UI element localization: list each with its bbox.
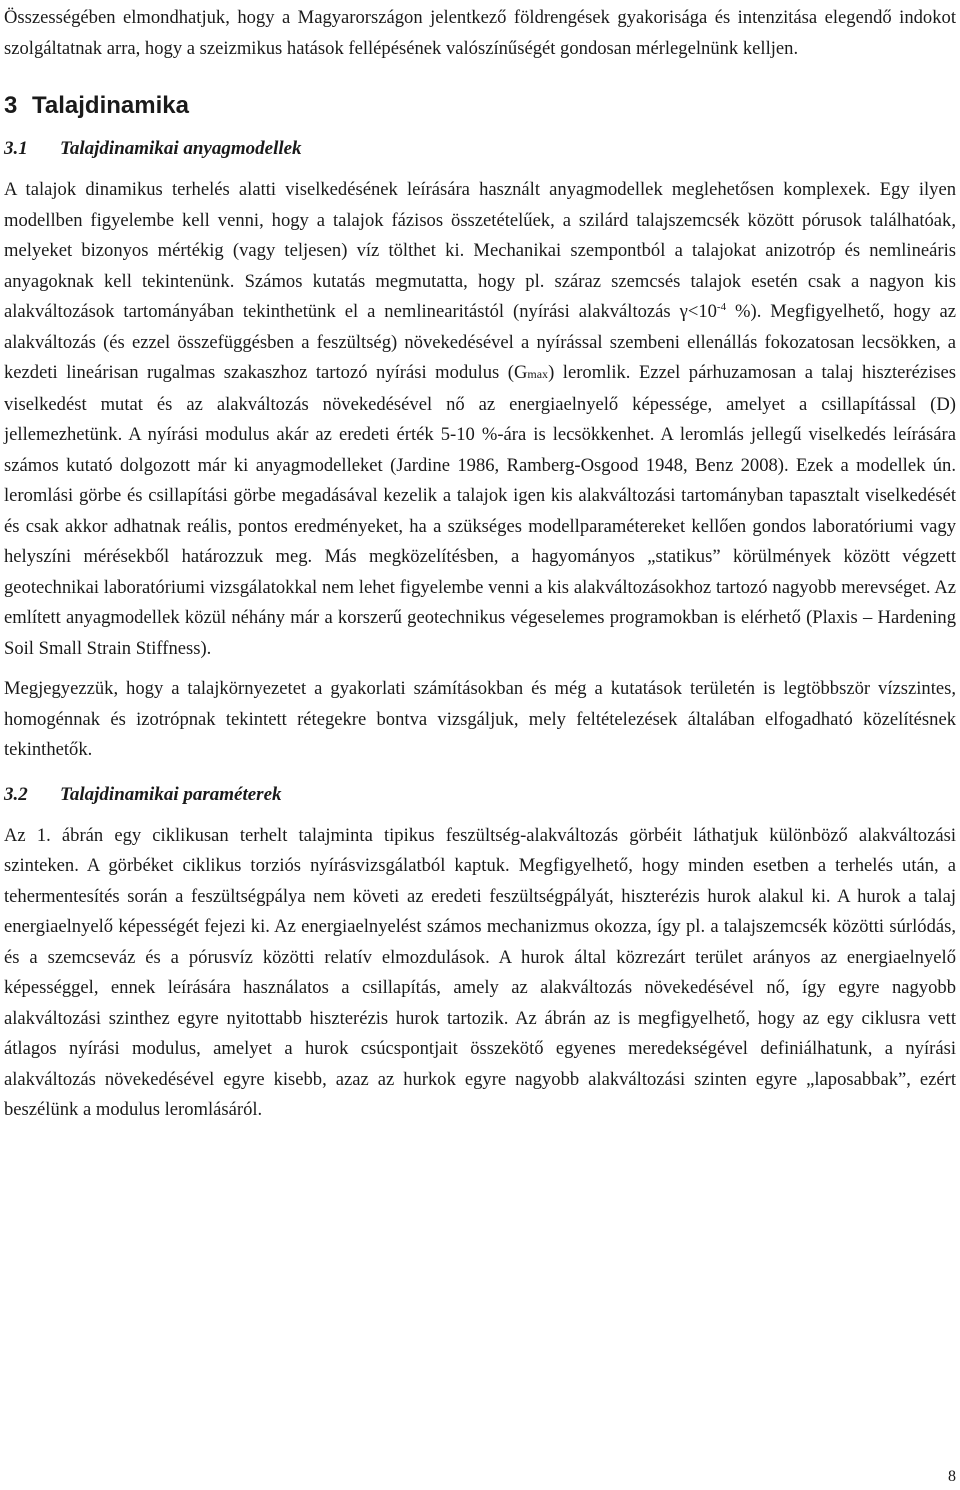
body-paragraph-material-models bbox=[4, 175, 956, 664]
subsection-heading bbox=[4, 134, 956, 164]
section-title: Talajdinamika bbox=[32, 92, 189, 119]
document-page bbox=[4, 3, 956, 1126]
body-paragraph-parameters: Az 1. ábrán egy ciklikusan terhelt talajminta tipikus feszültség-alakváltozás görbéit láthatjuk különböző alakváltozási szinteken. A görbéket ciklikus torziós nyírásvizsgálatból kaptuk. Megfigyelhető, hogy minden esetben a terhelés után, a tehermentesítés során a feszültségpálya nem követi az eredeti feszültségpályát, hiszterézis hurok alakul ki. A hurok a talaj energiaelnyelő képességét fejezi ki. Az energiaelnyelést számos mechanizmus okozza, így pl. a talajszemcsék közötti súrlódás, és a szemcseváz és a pórusvíz közötti relatív elmozdulások. A hurok által közrezárt terület arányos az energiaelnyelő képességgel, ennek leírására használatos a csillapítás, amely az alakváltozás növekedésével nő, így egyre nagyobb alakváltozási szinthez egyre nyitottabb hiszterézis hurok tartozik. Az ábrán az is megfigyelhető, hogy az egy ciklusra vett átlagos nyírási modulus, amelyet a hurok csúcspontjait összekötő egyenes meredekségével definiálhatunk, a nyírási alakváltozás növekedésével egyre kisebb, azaz az hurkok egyre nagyobb alakváltozási szinten egyre „laposabbak”, ezért beszélünk a modulus leromlásáról. bbox=[4, 824, 956, 1120]
exponent: -4 bbox=[716, 301, 727, 313]
page-number: 8 bbox=[948, 1468, 956, 1485]
body-paragraph-note: Megjegyezzük, hogy a talajkörnyezetet a gyakorlati számításokban és még a kutatások területén is legtöbbször vízszintes, homogénnak és izotrópnak tekintett rétegekre bontva vizsgáljuk, mely feltételezések általában elfogadható közelítésnek tekinthetők. bbox=[4, 678, 956, 760]
section-heading bbox=[4, 91, 956, 121]
paragraph-text-part: %). Megfigyelhető, hogy az alakváltozás (és ezzel összefüggésben a feszültség) növekedésével a nyírással szembeni ellenállás fokozatosan lecsökken, a kezdeti lineárisan rugalmas szakaszhoz tartozó nyírási modulus (G bbox=[4, 301, 957, 383]
subsection-number: 3.2 bbox=[4, 783, 28, 805]
subsection-title: Talajdinamikai paraméterek bbox=[60, 783, 282, 805]
intro-paragraph: Összességében elmondhatjuk, hogy a Magyarországon jelentkező földrengések gyakorisága és intenzitása elegendő indokot szolgáltatnak arra, hogy a szeizmikus hatások fellépésének valószínűségét gondosan mérlegelnünk kelljen. bbox=[4, 7, 956, 59]
paragraph-text-part: A talajok dinamikus terhelés alatti viselkedésének leírására használt anyagmodellek meglehetősen komplexek. Egy ilyen modellben figyelembe kell venni, hogy a talajok fázisos összetételűek, a szilárd talajszemcsék között pórusok találhatóak, melyeket bizonyos mértékig (vagy teljesen) víz tölthet ki. Mechanikai szempontból a talajokat anizotróp és nemlineáris anyagoknak kell tekintenünk. Számos kutatás megmutatta, hogy pl. száraz szemcsés talajok esetén csak a nagyon kis alakváltozások tartományában tekinthetünk el a nemlinearitástól (nyírási alakváltozás γ<10 bbox=[4, 179, 956, 322]
subsection-title: Talajdinamikai anyagmodellek bbox=[60, 138, 302, 159]
subsection-number: 3.1 bbox=[4, 138, 28, 159]
subsection-heading bbox=[4, 780, 956, 810]
subscript: max bbox=[527, 367, 549, 381]
section-number: 3 bbox=[4, 92, 18, 119]
paragraph-text-part: ) leromlik. Ezzel párhuzamosan a talaj hiszterézises viselkedést mutat és az alakváltozás növekedésével nő az energiaelnyelő képessége, amelyet a csillapítással (D) jellemezhetünk. A nyírási modulus akár az eredeti érték 5-10 %-ára is lecsökkenhet. A leromlás jellegű viselkedés leírására számos kutató dolgozott már ki anyagmodelleket (Jardine 1986, Ramberg-Osgood 1948, Benz 2008). Ezek a modellek ún. leromlási görbe és csillapítási görbe megadásával kezelik a talajok igen kis alakváltozási tartományban tapasztalt viselkedését és csak akkor adhatnak reális, pontos eredményeket, ha a szükséges modellparamétereket kellően gondos laboratóriumi vagy helyszíni mérésekből határozzuk meg. Más megközelítésben, a hagyományos „statikus” körülmények között végzett geotechnikai laboratóriumi vizsgálatokkal nem lehet figyelembe venni a kis alakváltozásokhoz tartozó nagyobb merevséget. Az említett anyagmodellek közül néhány már a korszerű geotechnikus végeselemes programokban is elérhető (Plaxis – Hardening Soil Small Strain Stiffness). bbox=[4, 362, 956, 659]
